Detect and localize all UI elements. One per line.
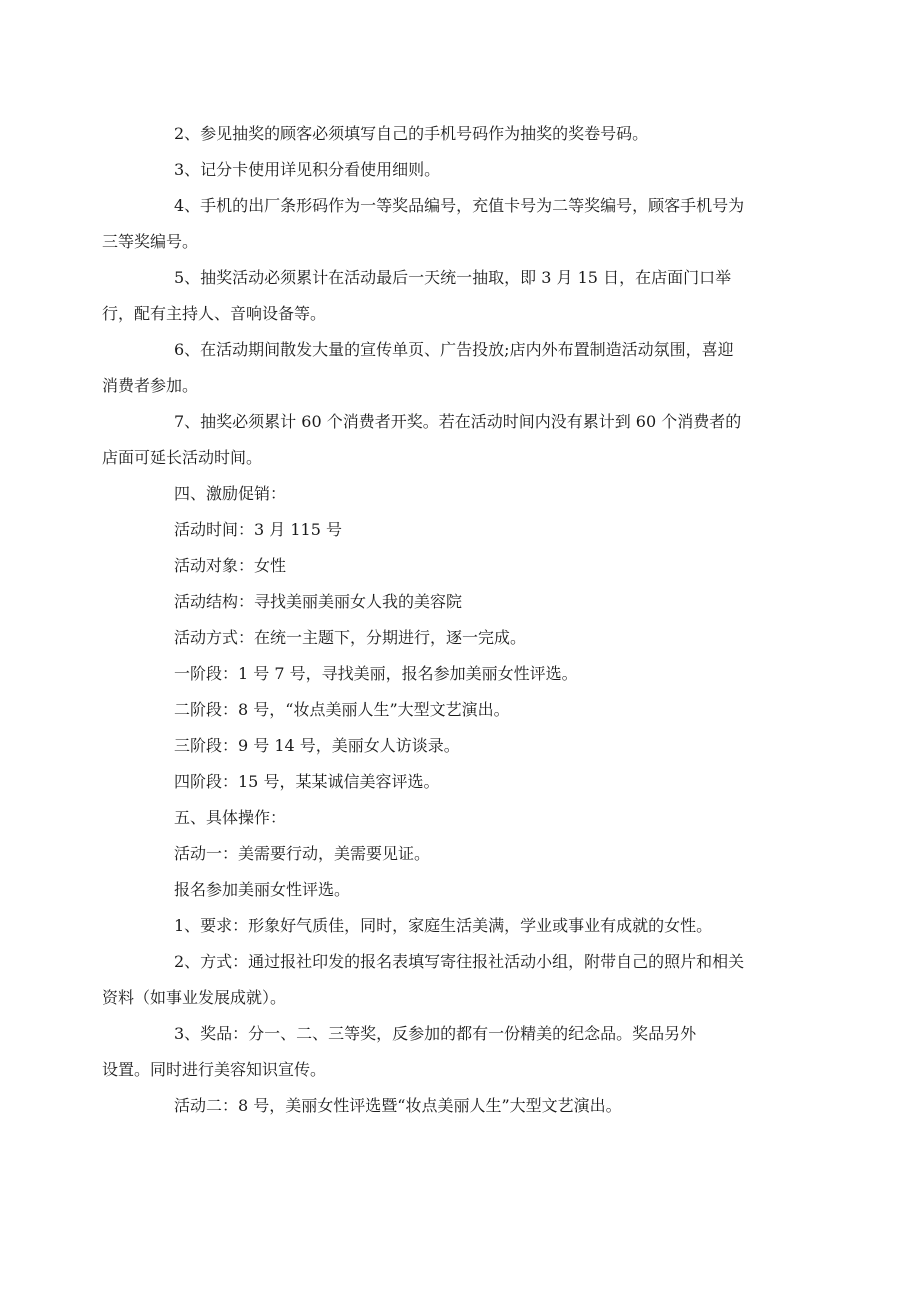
paragraph-prizes xyxy=(102,1016,798,1088)
paragraph-line: 活动时间：3 月 115 号 xyxy=(174,520,342,539)
paragraph-line-continued: 三等奖编号。 xyxy=(102,232,199,251)
paragraph-stage-3 xyxy=(138,728,798,764)
paragraph-rule-7 xyxy=(102,404,798,476)
document-body xyxy=(102,116,798,1124)
paragraph-line: 活动对象：女性 xyxy=(174,556,287,575)
paragraph-line: 活动二：8 号，美丽女性评选暨“妆点美丽人生”大型文艺演出。 xyxy=(174,1096,622,1115)
paragraph-method xyxy=(102,944,798,1016)
paragraph-rule-3 xyxy=(138,152,798,188)
paragraph-line: 报名参加美丽女性评选。 xyxy=(174,880,351,899)
section-heading: 四、激励促销： xyxy=(174,484,287,503)
paragraph-line: 3、奖品：分一、二、三等奖，反参加的都有一份精美的纪念品。奖品另外 xyxy=(174,1024,697,1043)
section-heading-operation xyxy=(138,800,798,836)
paragraph-activity-time xyxy=(138,512,798,548)
paragraph-line: 活动一：美需要行动，美需要见证。 xyxy=(174,844,431,863)
paragraph-rule-6 xyxy=(102,332,798,404)
paragraph-stage-2 xyxy=(138,692,798,728)
section-heading-incentive xyxy=(138,476,798,512)
paragraph-line: 二阶段：8 号，“妆点美丽人生”大型文艺演出。 xyxy=(174,700,510,719)
paragraph-line-continued: 设置。同时进行美容知识宣传。 xyxy=(102,1060,327,1079)
paragraph-line: 三阶段：9 号 14 号，美丽女人访谈录。 xyxy=(174,736,460,755)
paragraph-activity-structure xyxy=(138,584,798,620)
paragraph-line: 3、记分卡使用详见积分看使用细则。 xyxy=(174,160,441,179)
paragraph-line: 5、抽奖活动必须累计在活动最后一天统一抽取，即 3 月 15 日，在店面门口举 xyxy=(174,268,732,287)
paragraph-activity-one xyxy=(138,836,798,872)
paragraph-line: 2、参见抽奖的顾客必须填写自己的手机号码作为抽奖的奖卷号码。 xyxy=(174,124,649,143)
paragraph-line: 活动结构：寻找美丽美丽女人我的美容院 xyxy=(174,592,463,611)
paragraph-line: 6、在活动期间散发大量的宣传单页、广告投放;店内外布置制造活动氛围，喜迎 xyxy=(174,340,734,359)
paragraph-signup xyxy=(138,872,798,908)
paragraph-rule-4 xyxy=(102,188,798,260)
paragraph-line: 7、抽奖必须累计 60 个消费者开奖。若在活动时间内没有累计到 60 个消费者的 xyxy=(174,412,742,431)
paragraph-activity-two xyxy=(138,1088,798,1124)
paragraph-line: 活动方式：在统一主题下，分期进行，逐一完成。 xyxy=(174,628,527,647)
paragraph-stage-4 xyxy=(138,764,798,800)
paragraph-requirement xyxy=(138,908,798,944)
paragraph-line-continued: 资料（如事业发展成就）。 xyxy=(102,988,287,1007)
paragraph-line: 2、方式：通过报社印发的报名表填写寄往报社活动小组，附带自己的照片和相关 xyxy=(174,952,745,971)
paragraph-rule-5 xyxy=(102,260,798,332)
paragraph-line-continued: 店面可延长活动时间。 xyxy=(102,448,263,467)
paragraph-activity-method xyxy=(138,620,798,656)
paragraph-line: 四阶段：15 号，某某诚信美容评选。 xyxy=(174,772,440,791)
paragraph-line-continued: 行，配有主持人、音响设备等。 xyxy=(102,304,327,323)
paragraph-line: 1、要求：形象好气质佳，同时，家庭生活美满，学业或事业有成就的女性。 xyxy=(174,916,713,935)
section-heading: 五、具体操作： xyxy=(174,808,287,827)
paragraph-activity-target xyxy=(138,548,798,584)
paragraph-line: 一阶段：1 号 7 号，寻找美丽，报名参加美丽女性评选。 xyxy=(174,664,578,683)
paragraph-stage-1 xyxy=(138,656,798,692)
paragraph-line: 4、手机的出厂条形码作为一等奖品编号，充值卡号为二等奖编号，顾客手机号为 xyxy=(174,196,745,215)
paragraph-rule-2 xyxy=(138,116,798,152)
paragraph-line-continued: 消费者参加。 xyxy=(102,376,199,395)
